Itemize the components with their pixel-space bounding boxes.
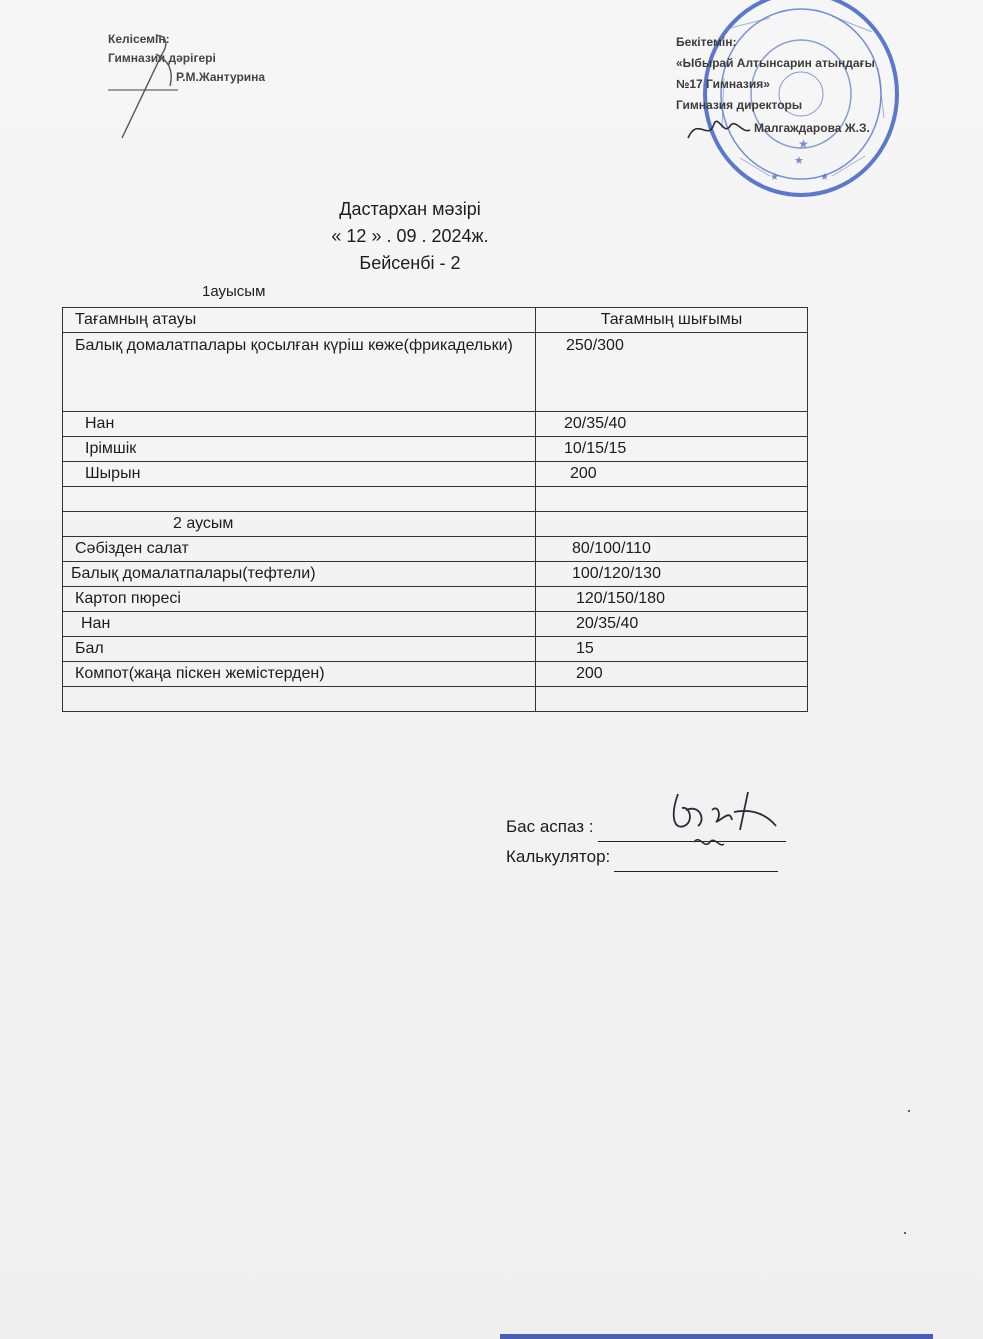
left-approval-heading: Келісемін: xyxy=(108,32,170,46)
dish-portion xyxy=(536,687,808,712)
table-row xyxy=(63,462,808,487)
table-row xyxy=(63,637,808,662)
dish-portion: 120/150/180 xyxy=(536,587,808,612)
table-row xyxy=(63,437,808,462)
svg-text:★: ★ xyxy=(770,172,779,183)
dish-portion: 200 xyxy=(536,662,808,687)
dish-portion: 10/15/15 xyxy=(536,437,808,462)
dish-name xyxy=(63,687,536,712)
dish-portion: 20/35/40 xyxy=(536,612,808,637)
right-approval-block xyxy=(676,32,875,135)
paper-speck xyxy=(904,1232,906,1234)
dish-name: Нан xyxy=(63,412,536,437)
right-approval-heading: Бекітемін: xyxy=(676,35,737,49)
table-row xyxy=(63,412,808,437)
left-approval-position: Гимназия дәрігері xyxy=(108,51,216,65)
right-approval-line3: Гимназия директоры xyxy=(676,98,803,112)
table-row xyxy=(63,587,808,612)
left-approval-signer: Р.М.Жантурина xyxy=(176,70,266,84)
table-row xyxy=(63,537,808,562)
table-row xyxy=(63,687,808,712)
dish-name: Ірімшік xyxy=(63,437,536,462)
menu-table xyxy=(62,307,808,712)
svg-text:★: ★ xyxy=(820,172,829,183)
dish-name: Бал xyxy=(63,637,536,662)
menu-title-block xyxy=(310,196,510,277)
header-dish-name: Тағамның атауы xyxy=(63,308,536,333)
shift-2-label: 2 аусым xyxy=(63,512,536,537)
calculator-label: Калькулятор: xyxy=(506,847,611,866)
dish-name xyxy=(63,487,536,512)
dish-portion: 100/120/130 xyxy=(536,562,808,587)
menu-day: Бейсенбі - 2 xyxy=(359,253,461,273)
bottom-edge-strip xyxy=(500,1334,933,1339)
dish-name: Балық домалатпалары(тефтели) xyxy=(63,562,536,587)
table-row xyxy=(63,612,808,637)
dish-name: Балық домалатпалары қосылған күріш көже(фрикадельки) xyxy=(63,333,536,412)
menu-date: « 12 » . 09 . 2024ж. xyxy=(331,226,489,246)
chef-signature xyxy=(664,786,784,862)
table-row xyxy=(63,562,808,587)
right-approval-line1: «Ыбырай Алтынсарин атындағы xyxy=(676,56,875,70)
right-approval-line2: №17 Гимназия» xyxy=(676,77,770,91)
table-row xyxy=(63,662,808,687)
right-approval-director: Малгаждарова Ж.З. xyxy=(754,121,870,135)
dish-portion xyxy=(536,487,808,512)
chef-label: Бас аспаз : xyxy=(506,817,594,836)
table-row xyxy=(63,487,808,512)
table-header-row xyxy=(63,308,808,333)
dish-portion: 20/35/40 xyxy=(536,412,808,437)
dish-portion xyxy=(536,512,808,537)
director-signature xyxy=(684,112,754,146)
table-row xyxy=(63,333,808,412)
dish-name: Сәбізден салат xyxy=(63,537,536,562)
svg-text:★: ★ xyxy=(794,155,804,167)
doctor-signature xyxy=(108,30,198,145)
dish-name: Картоп пюресі xyxy=(63,587,536,612)
dish-portion: 250/300 xyxy=(536,333,808,412)
dish-name: Компот(жаңа піскен жемістерден) xyxy=(63,662,536,687)
dish-portion: 15 xyxy=(536,637,808,662)
dish-name: Шырын xyxy=(63,462,536,487)
dish-name: Нан xyxy=(63,612,536,637)
header-portion: Тағамның шығымы xyxy=(536,308,808,333)
menu-title: Дастархан мәзірі xyxy=(339,199,481,219)
paper-speck xyxy=(908,1110,910,1112)
dish-portion: 200 xyxy=(536,462,808,487)
dish-portion: 80/100/110 xyxy=(536,537,808,562)
table-row xyxy=(63,512,808,537)
shift-1-label: 1ауысым xyxy=(202,283,266,300)
svg-text:★: ★ xyxy=(798,137,809,151)
